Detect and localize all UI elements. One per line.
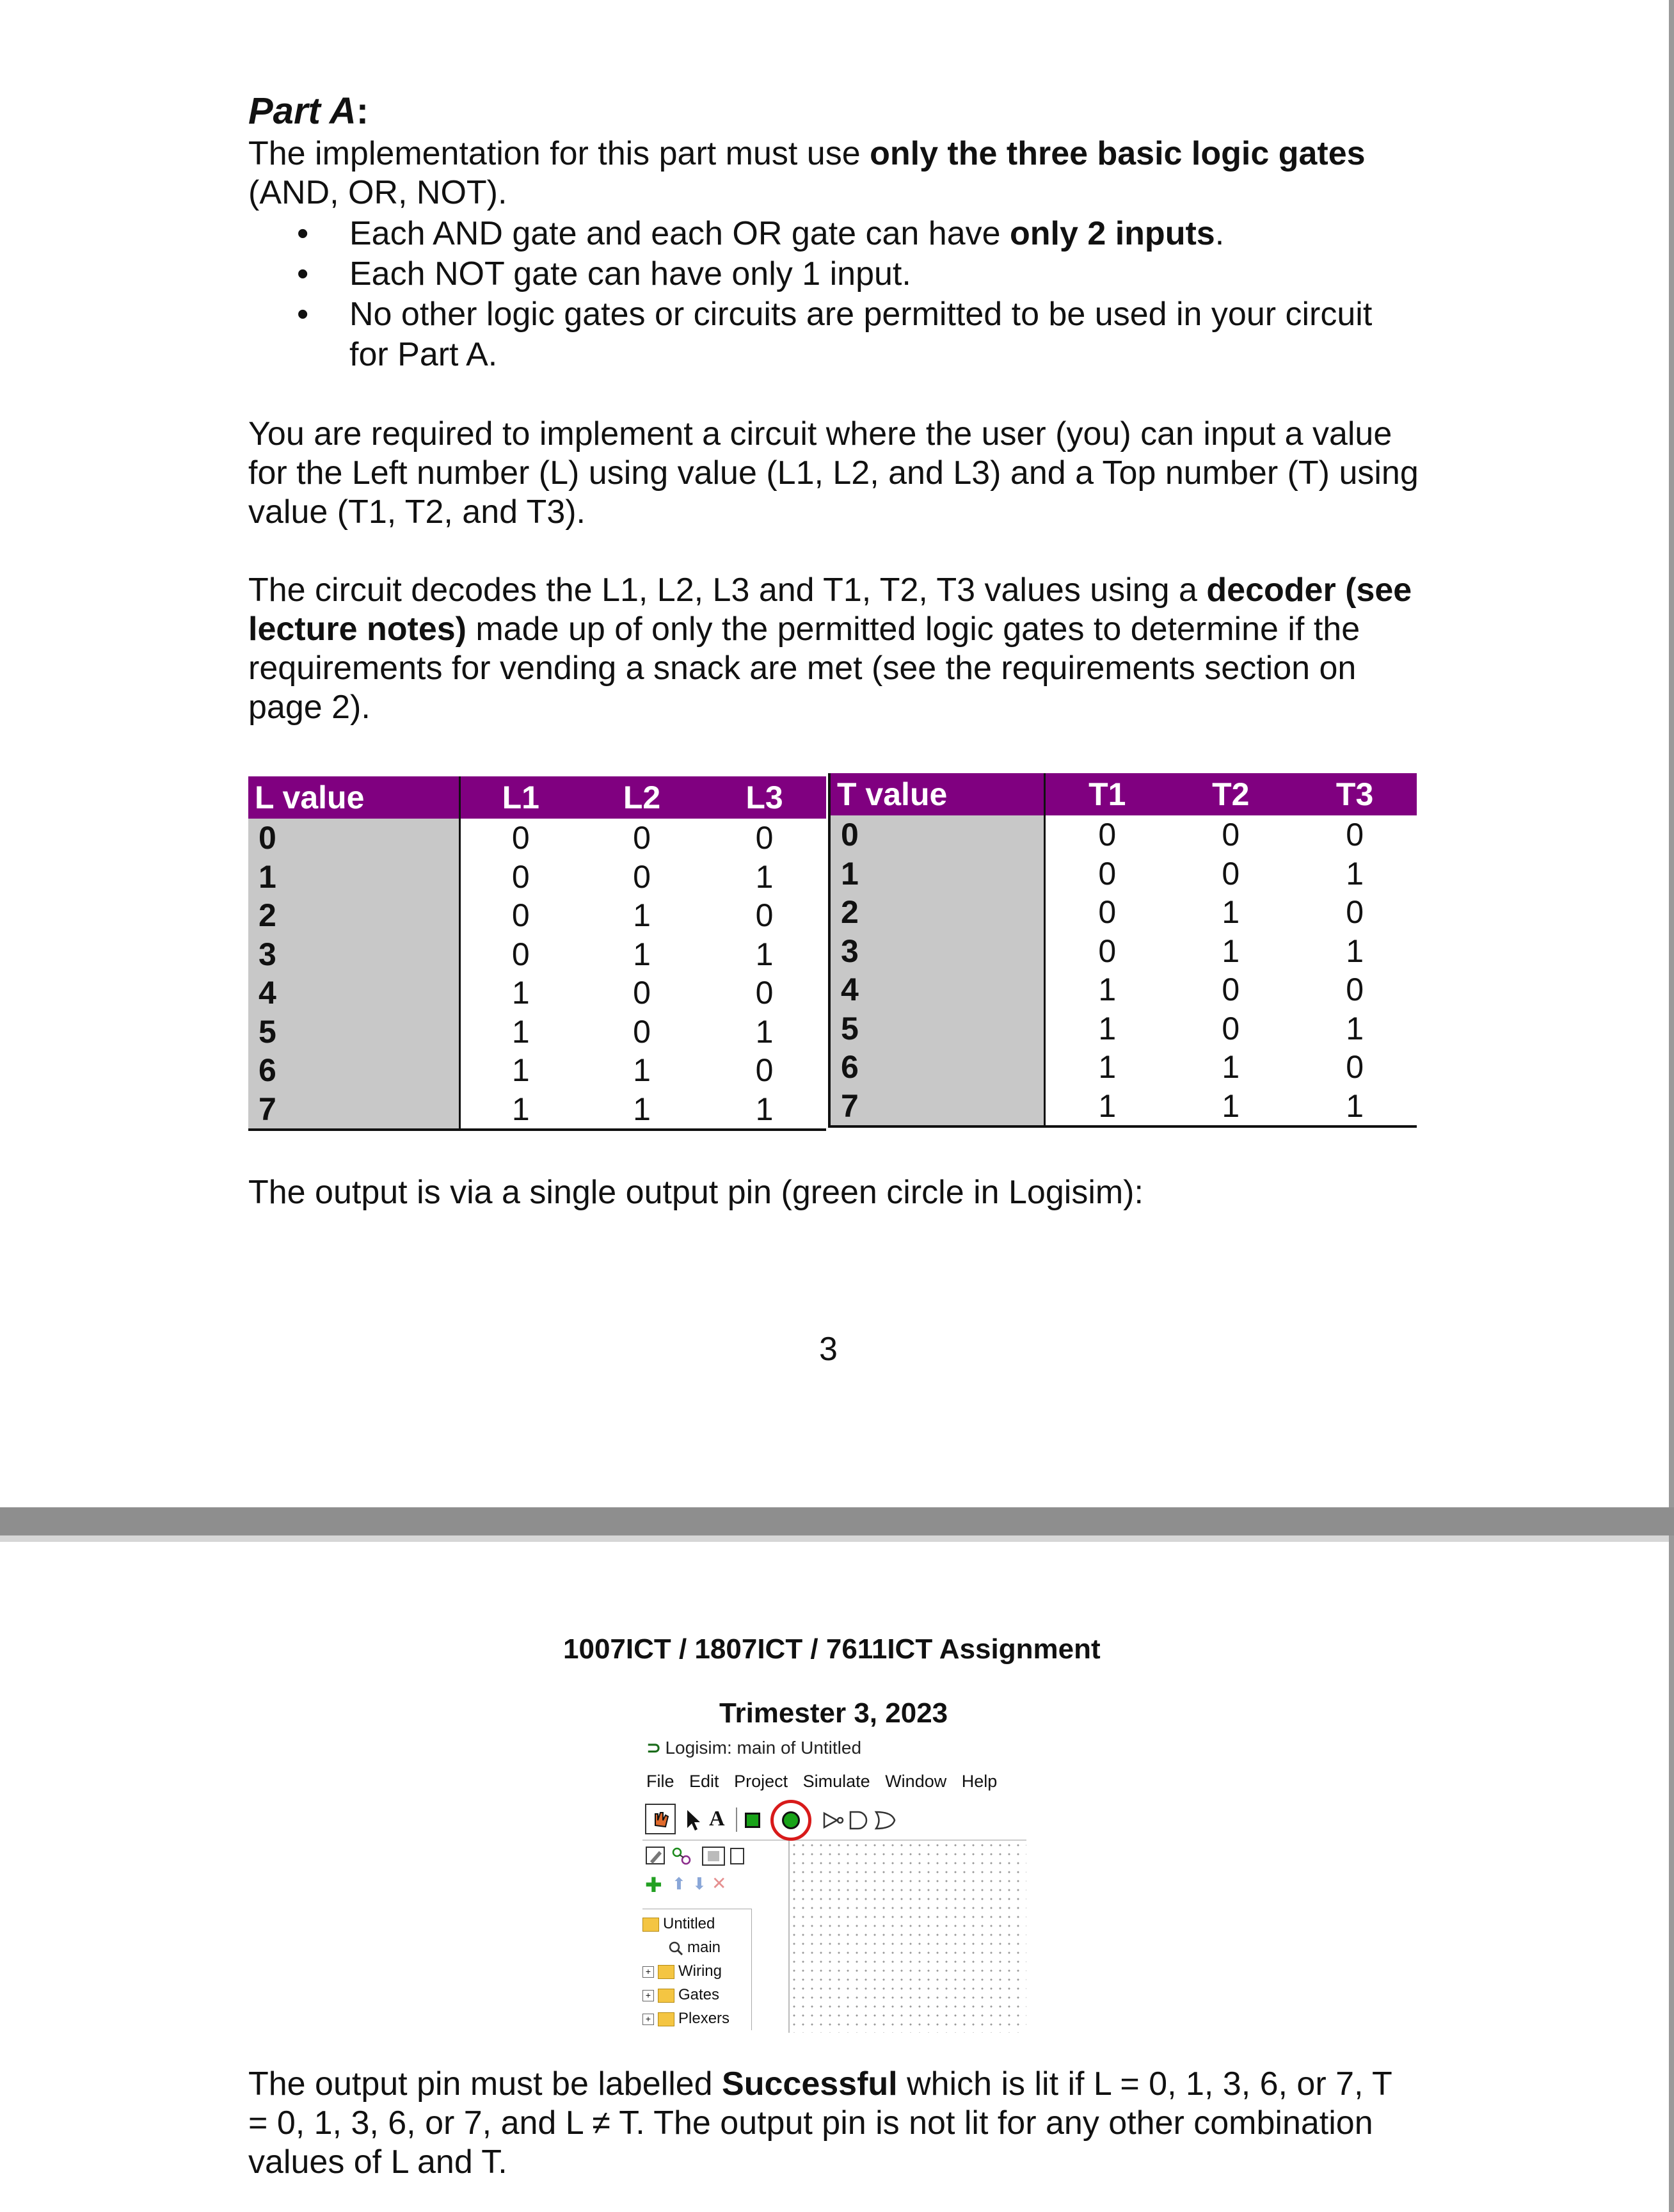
l-header-l3: L3 bbox=[703, 776, 826, 819]
tree-item-gates[interactable]: + Gates bbox=[642, 1983, 751, 2007]
expand-icon[interactable]: + bbox=[642, 2014, 654, 2025]
tree-item-project[interactable]: Untitled bbox=[642, 1912, 751, 1936]
poke-tool-icon[interactable] bbox=[645, 1804, 676, 1834]
course-title: 1007ICT / 1807ICT / 7611ICT Assignment bbox=[563, 1633, 1101, 1665]
t-header-t1: T1 bbox=[1045, 773, 1169, 815]
and-gate-icon[interactable] bbox=[849, 1810, 870, 1831]
window-title: ⊃ Logisim: main of Untitled bbox=[646, 1738, 862, 1758]
section-heading: Part A: bbox=[248, 90, 369, 132]
appearance-icon[interactable] bbox=[729, 1847, 746, 1866]
project-tree bbox=[642, 1909, 752, 2030]
expand-icon[interactable]: + bbox=[642, 1990, 654, 2001]
folder-icon bbox=[642, 1918, 659, 1932]
t-value-table bbox=[828, 773, 1417, 1128]
l-value-table bbox=[248, 776, 826, 1131]
expand-icon[interactable]: + bbox=[642, 1966, 654, 1978]
table-row: 3 0 1 1 bbox=[248, 935, 826, 974]
output-description: The output is via a single output pin (green circle in Logisim): bbox=[248, 1174, 1144, 1211]
toolbar-separator bbox=[736, 1807, 737, 1832]
output-requirement-paragraph: The output pin must be labelled Successful which is lit if L = 0, 1, 3, 6, or 7, T = 0, 1, 3, 6, or 7, and L ≠ T. The output pin is not lit for any other combination values of L and T. bbox=[248, 2065, 1392, 2181]
t-header-t3: T3 bbox=[1293, 773, 1417, 815]
table-row: 7 1 1 1 bbox=[248, 1090, 826, 1130]
tree-item-wiring[interactable]: + Wiring bbox=[642, 1959, 751, 1983]
or-gate-icon[interactable] bbox=[874, 1810, 896, 1831]
table-row: 4 1 0 0 bbox=[829, 970, 1417, 1009]
menu-simulate[interactable]: Simulate bbox=[802, 1772, 870, 1791]
move-up-icon[interactable]: ⬆ bbox=[672, 1874, 686, 1893]
menu-bar bbox=[646, 1772, 1007, 1791]
l-header-l1: L1 bbox=[459, 776, 581, 819]
table-row: 3 0 1 1 bbox=[829, 932, 1417, 971]
page-number: 3 bbox=[819, 1331, 838, 1368]
table-row: 6 1 1 0 bbox=[829, 1048, 1417, 1087]
l-header-value: L value bbox=[248, 776, 459, 819]
l-header-l2: L2 bbox=[581, 776, 703, 819]
layout-icon[interactable] bbox=[701, 1845, 727, 1868]
table-row: 2 0 1 0 bbox=[248, 896, 826, 935]
delete-circuit-icon[interactable]: ✕ bbox=[712, 1873, 727, 1893]
requirement-paragraph: You are required to implement a circuit where the user (you) can input a value for the Left number (L) using value (L1, L2, and L3) and a Top number (T) using value (T1, T2, and T3). bbox=[248, 415, 1419, 531]
text-tool-icon[interactable]: A bbox=[709, 1807, 725, 1831]
menu-project[interactable]: Project bbox=[734, 1772, 788, 1791]
list-item: • No other logic gates or circuits are permitted to be used in your circuit for Part A. bbox=[297, 296, 1373, 373]
table-row: 5 1 0 1 bbox=[248, 1013, 826, 1052]
decoder-paragraph: The circuit decodes the L1, L2, L3 and T1, T2, T3 values using a decoder (see lecture notes) made up of only the permitted logic gates to determine if the requirements for vending a snack are met (see the requirements section on page 2). bbox=[248, 572, 1412, 726]
folder-icon bbox=[658, 1989, 674, 2003]
logisim-screenshot bbox=[642, 1732, 1026, 2033]
wiring-icon[interactable] bbox=[671, 1846, 692, 1868]
not-gate-icon[interactable] bbox=[823, 1811, 845, 1829]
folder-icon bbox=[658, 2012, 674, 2026]
tree-item-main[interactable]: main bbox=[642, 1936, 751, 1959]
menu-help[interactable]: Help bbox=[961, 1772, 998, 1791]
table-row: 7 1 1 1 bbox=[829, 1087, 1417, 1127]
list-item: • Each NOT gate can have only 1 input. bbox=[297, 255, 911, 293]
list-item: • Each AND gate and each OR gate can have only 2 inputs. bbox=[297, 215, 1225, 252]
table-row: 1 0 0 1 bbox=[248, 858, 826, 897]
select-tool-icon[interactable] bbox=[683, 1807, 703, 1833]
explorer-pane bbox=[642, 1845, 790, 2033]
t-header-value: T value bbox=[829, 773, 1045, 815]
table-row: 1 0 0 1 bbox=[829, 854, 1417, 894]
add-circuit-icon[interactable]: ✚ bbox=[645, 1873, 662, 1896]
logisim-logo-icon: ⊃ bbox=[646, 1738, 662, 1758]
tree-item-plexers[interactable]: + Plexers bbox=[642, 2007, 751, 2030]
page-break-shadow bbox=[0, 1535, 1674, 1542]
rules-list bbox=[297, 214, 1421, 375]
magnifier-icon bbox=[668, 1941, 683, 1956]
table-row: 0 0 0 0 bbox=[829, 815, 1417, 854]
table-row: 4 1 0 0 bbox=[248, 974, 826, 1013]
menu-edit[interactable]: Edit bbox=[689, 1772, 719, 1791]
circuit-canvas[interactable] bbox=[788, 1841, 1026, 2033]
trimester-label: Trimester 3, 2023 bbox=[719, 1697, 948, 1729]
edit-appearance-icon[interactable] bbox=[645, 1845, 668, 1868]
page-edge bbox=[1669, 1535, 1674, 2212]
input-pin-icon[interactable] bbox=[745, 1813, 760, 1828]
table-row: 0 0 0 0 bbox=[248, 819, 826, 858]
t-header-t2: T2 bbox=[1168, 773, 1293, 815]
page-edge bbox=[1669, 0, 1674, 1511]
table-row: 6 1 1 0 bbox=[248, 1051, 826, 1090]
table-row: 5 1 0 1 bbox=[829, 1009, 1417, 1048]
menu-window[interactable]: Window bbox=[885, 1772, 947, 1791]
menu-file[interactable]: File bbox=[646, 1772, 674, 1791]
page-break bbox=[0, 1507, 1674, 1535]
output-pin-icon[interactable] bbox=[782, 1811, 800, 1829]
folder-icon bbox=[658, 1965, 674, 1979]
table-row: 2 0 1 0 bbox=[829, 893, 1417, 932]
intro-paragraph: The implementation for this part must use only the three basic logic gates (AND, OR, NOT). bbox=[248, 135, 1366, 211]
move-down-icon[interactable]: ⬇ bbox=[692, 1874, 706, 1893]
toolbar bbox=[642, 1801, 1026, 1841]
